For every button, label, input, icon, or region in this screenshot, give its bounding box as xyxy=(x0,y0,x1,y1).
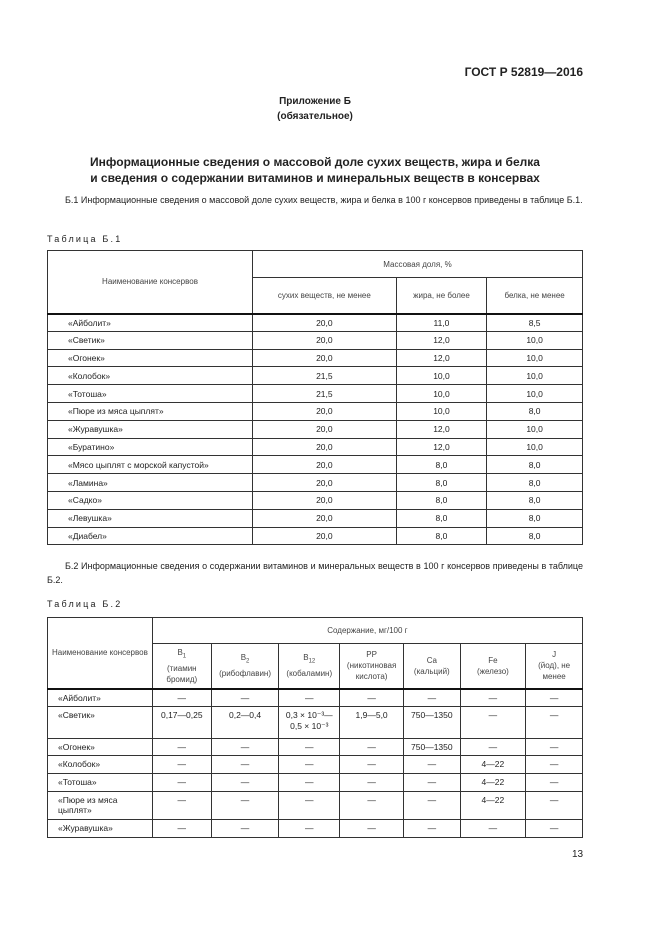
product-name: «Садко» xyxy=(48,491,253,509)
table2-caption: Таблица Б.2 xyxy=(47,599,123,609)
table-row xyxy=(48,820,583,838)
value-cell: 8,0 xyxy=(396,474,487,492)
value-cell: — xyxy=(526,792,583,820)
value-cell: 20,0 xyxy=(253,331,397,349)
table-row xyxy=(48,402,583,420)
value-cell: 750—1350 xyxy=(404,707,461,739)
value-cell: — xyxy=(404,774,461,792)
value-cell: 1,9—5,0 xyxy=(340,707,404,739)
value-cell: — xyxy=(279,820,340,838)
value-cell: 20,0 xyxy=(253,509,397,527)
value-cell: 20,0 xyxy=(253,474,397,492)
table-row xyxy=(48,774,583,792)
value-cell: — xyxy=(460,820,526,838)
table-row xyxy=(48,509,583,527)
nutrient-symbol: Fe xyxy=(488,655,498,665)
column-header xyxy=(279,644,340,689)
value-cell: 10,0 xyxy=(487,349,583,367)
table-row xyxy=(48,420,583,438)
value-cell: 8,5 xyxy=(487,314,583,332)
value-cell: — xyxy=(211,756,279,774)
table-row xyxy=(48,527,583,545)
value-cell: 20,0 xyxy=(253,527,397,545)
value-cell: — xyxy=(340,739,404,756)
column-header: белка, не менее xyxy=(487,278,583,314)
nutrient-description: (кальций) xyxy=(413,666,450,676)
column-header xyxy=(340,644,404,689)
value-cell: — xyxy=(526,774,583,792)
value-cell: — xyxy=(526,739,583,756)
table-row xyxy=(48,456,583,474)
value-cell: 20,0 xyxy=(253,491,397,509)
nutrient-description: (никотиновая кислота) xyxy=(346,661,397,682)
table-row xyxy=(48,438,583,456)
value-cell: 8,0 xyxy=(396,456,487,474)
value-cell: 8,0 xyxy=(396,509,487,527)
table-row xyxy=(48,367,583,385)
product-name: «Светик» xyxy=(48,707,153,739)
value-cell: 0,17—0,25 xyxy=(152,707,211,739)
table-row xyxy=(48,491,583,509)
nutrient-description: (рибофлавин) xyxy=(219,669,272,679)
table-row xyxy=(48,385,583,403)
value-cell: — xyxy=(152,792,211,820)
title-line-1: Информационные сведения о массовой доле сухих веществ, жира и белка xyxy=(90,155,540,169)
value-cell: 12,0 xyxy=(396,420,487,438)
value-cell: — xyxy=(340,689,404,707)
table-row xyxy=(48,349,583,367)
value-cell: 4—22 xyxy=(460,756,526,774)
nutrient-symbol: Ca xyxy=(426,655,437,665)
column-header xyxy=(404,644,461,689)
value-cell: 4—22 xyxy=(460,774,526,792)
value-cell: — xyxy=(211,689,279,707)
nutrient-subscript: 12 xyxy=(308,659,316,666)
value-cell: — xyxy=(152,774,211,792)
value-cell: 8,0 xyxy=(396,491,487,509)
product-name: «Колобок» xyxy=(48,367,253,385)
value-cell: — xyxy=(279,739,340,756)
nutrient-description: (йод), не менее xyxy=(538,661,571,682)
column-header: жира, не более xyxy=(396,278,487,314)
appendix-heading xyxy=(0,94,630,124)
value-cell: — xyxy=(152,739,211,756)
column-header xyxy=(526,644,583,689)
value-cell: — xyxy=(460,707,526,739)
standard-number: ГОСТ Р 52819—2016 xyxy=(464,65,583,79)
value-cell: 21,5 xyxy=(253,367,397,385)
value-cell: 10,0 xyxy=(396,402,487,420)
value-cell: 20,0 xyxy=(253,420,397,438)
value-cell: 10,0 xyxy=(487,438,583,456)
column-header xyxy=(460,644,526,689)
value-cell: — xyxy=(340,774,404,792)
nutrient-symbol: B xyxy=(177,647,183,657)
nutrient-description: (кобаламин) xyxy=(286,669,333,679)
name-header: Наименование консервов xyxy=(48,251,253,314)
table-row xyxy=(48,707,583,739)
nutrient-symbol: J xyxy=(552,650,557,660)
value-cell: — xyxy=(404,689,461,707)
value-cell: 11,0 xyxy=(396,314,487,332)
table-row xyxy=(48,314,583,332)
value-cell: — xyxy=(279,689,340,707)
value-cell: — xyxy=(340,756,404,774)
value-cell: 10,0 xyxy=(487,367,583,385)
value-cell: 21,5 xyxy=(253,385,397,403)
product-name: «Пюре из мяса цыплят» xyxy=(48,792,153,820)
product-name: «Тотоша» xyxy=(48,774,153,792)
value-cell: 10,0 xyxy=(487,420,583,438)
value-cell: — xyxy=(460,739,526,756)
table-b1 xyxy=(47,250,583,545)
product-name: «Колобок» xyxy=(48,756,153,774)
page-number: 13 xyxy=(572,849,584,860)
value-cell: — xyxy=(526,820,583,838)
product-name: «Ламина» xyxy=(48,474,253,492)
product-name: «Пюре из мяса цыплят» xyxy=(48,402,253,420)
nutrient-symbol: B xyxy=(240,653,247,663)
table-row xyxy=(48,756,583,774)
column-header xyxy=(152,644,211,689)
product-name: «Диабел» xyxy=(48,527,253,545)
group-header: Содержание, мг/100 г xyxy=(152,618,582,644)
value-cell: 20,0 xyxy=(253,314,397,332)
product-name: «Светик» xyxy=(48,331,253,349)
value-cell: — xyxy=(404,756,461,774)
value-cell: — xyxy=(526,707,583,739)
product-name: «Мясо цыплят с морской капустой» xyxy=(48,456,253,474)
product-name: «Журавушка» xyxy=(48,820,153,838)
value-cell: 12,0 xyxy=(396,331,487,349)
nutrient-description: (железо) xyxy=(476,666,509,676)
appendix-status: (обязательное) xyxy=(277,111,353,122)
value-cell: — xyxy=(152,820,211,838)
value-cell: 0,2—0,4 xyxy=(211,707,279,739)
value-cell: 10,0 xyxy=(487,331,583,349)
value-cell: — xyxy=(211,820,279,838)
table-row xyxy=(48,689,583,707)
value-cell: 8,0 xyxy=(487,474,583,492)
product-name: «Левушка» xyxy=(48,509,253,527)
value-cell: — xyxy=(279,774,340,792)
nutrient-subscript: 1 xyxy=(182,653,187,660)
value-cell: 20,0 xyxy=(253,438,397,456)
value-cell: 4—22 xyxy=(460,792,526,820)
appendix-label: Приложение Б xyxy=(279,96,351,107)
value-cell: 750—1350 xyxy=(404,739,461,756)
table1-caption: Таблица Б.1 xyxy=(47,234,123,244)
value-cell: — xyxy=(279,756,340,774)
section-title xyxy=(0,154,630,186)
nutrient-description: (тиамин бромид) xyxy=(166,663,198,684)
value-cell: 10,0 xyxy=(396,367,487,385)
value-cell: — xyxy=(526,756,583,774)
value-cell: — xyxy=(404,792,461,820)
value-cell: — xyxy=(211,774,279,792)
value-cell: — xyxy=(279,792,340,820)
value-cell: — xyxy=(340,792,404,820)
value-cell: — xyxy=(211,792,279,820)
value-cell: 12,0 xyxy=(396,438,487,456)
value-cell: — xyxy=(211,739,279,756)
value-cell: 10,0 xyxy=(396,385,487,403)
value-cell: — xyxy=(526,689,583,707)
value-cell: 20,0 xyxy=(253,349,397,367)
paragraph-b2: Б.2 Информационные сведения о содержании витаминов и минеральных веществ в 100 г консервов приведены в таблице Б.2. xyxy=(47,561,583,585)
product-name: «Буратино» xyxy=(48,438,253,456)
value-cell: 8,0 xyxy=(487,402,583,420)
product-name: «Айболит» xyxy=(48,314,253,332)
value-cell: 8,0 xyxy=(487,456,583,474)
value-cell: 8,0 xyxy=(487,509,583,527)
value-cell: — xyxy=(340,820,404,838)
value-cell: 8,0 xyxy=(487,491,583,509)
value-cell: 10,0 xyxy=(487,385,583,403)
group-header: Массовая доля, % xyxy=(253,251,583,278)
nutrient-symbol: B xyxy=(303,653,309,663)
nutrient-symbol: PP xyxy=(366,650,377,660)
table-b2 xyxy=(47,617,583,838)
product-name: «Айболит» xyxy=(48,689,153,707)
value-cell: — xyxy=(404,820,461,838)
value-cell: 12,0 xyxy=(396,349,487,367)
product-name: «Журавушка» xyxy=(48,420,253,438)
title-line-2: и сведения о содержании витаминов и минеральных веществ в консервах xyxy=(90,171,540,185)
product-name: «Огонек» xyxy=(48,349,253,367)
table-row xyxy=(48,739,583,756)
value-cell: — xyxy=(152,689,211,707)
value-cell: 8,0 xyxy=(396,527,487,545)
product-name: «Тотоша» xyxy=(48,385,253,403)
table-row xyxy=(48,792,583,820)
product-name: «Огонек» xyxy=(48,739,153,756)
column-header xyxy=(211,644,279,689)
value-cell: 8,0 xyxy=(487,527,583,545)
value-cell: — xyxy=(152,756,211,774)
paragraph-b1: Б.1 Информационные сведения о массовой доле сухих веществ, жира и белка в 100 г консервов приведены в таблице Б.1. xyxy=(65,195,583,205)
value-cell: 0,3 × 10⁻³— 0,5 × 10⁻³ xyxy=(279,707,340,739)
name-header: Наименование консервов xyxy=(48,618,153,689)
column-header: сухих веществ, не менее xyxy=(253,278,397,314)
value-cell: — xyxy=(460,689,526,707)
nutrient-subscript: 2 xyxy=(246,659,250,666)
table-row xyxy=(48,331,583,349)
table-row xyxy=(48,474,583,492)
value-cell: 20,0 xyxy=(253,402,397,420)
value-cell: 20,0 xyxy=(253,456,397,474)
